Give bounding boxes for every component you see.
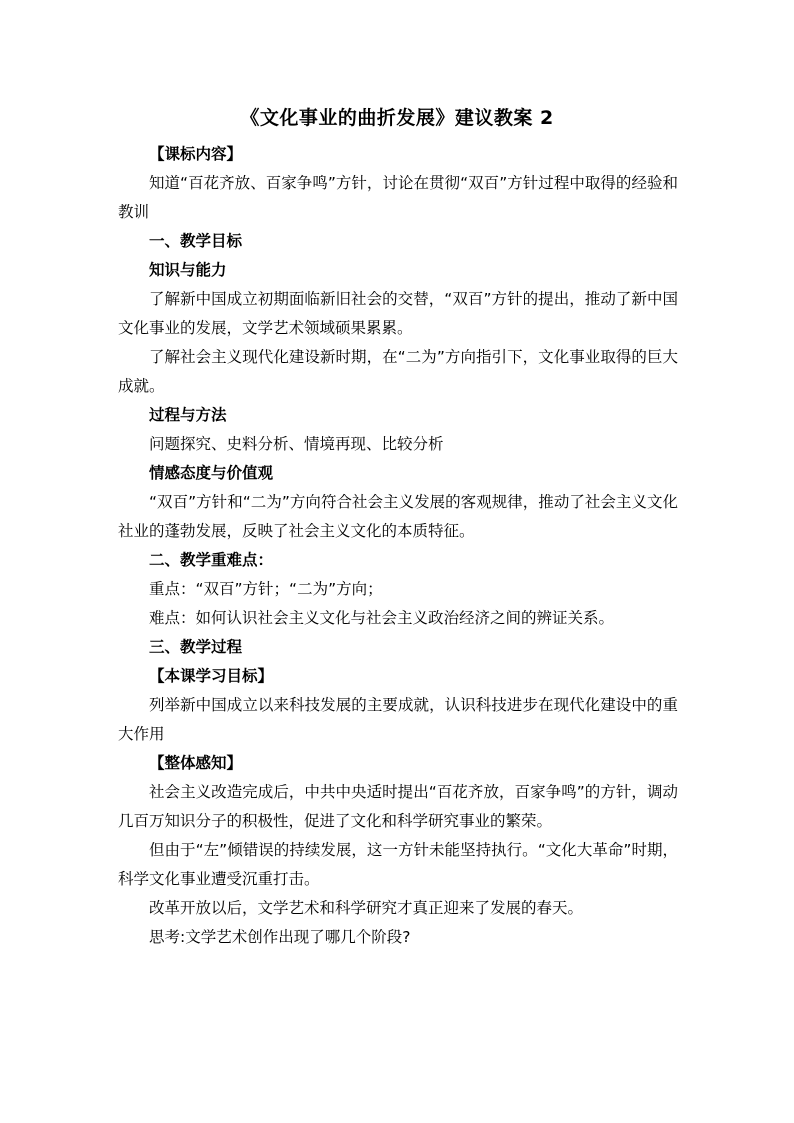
body-paragraph: 但由于“左”倾错误的持续发展，这一方针未能坚持执行。“文化大革命”时期，科学文化事业遭受沉重打击。	[118, 841, 678, 888]
section-heading: 知识与能力	[149, 261, 227, 279]
body-paragraph: 了解新中国成立初期面临新旧社会的交替，“双百”方针的提出，推动了新中国文化事业的发展，文学艺术领域硕果累累。	[118, 290, 678, 337]
section-heading: 【课标内容】	[149, 145, 243, 163]
body-paragraph: 思考:文学艺术创作出现了哪几个阶段?	[149, 928, 411, 946]
body-paragraph: 列举新中国成立以来科技发展的主要成就，认识科技进步在现代化建设中的重大作用	[118, 696, 678, 743]
body-paragraph: 了解社会主义现代化建设新时期，在“二为”方向指引下，文化事业取得的巨大成就。	[118, 348, 678, 395]
document-title: 《文化事业的曲折发展》建议教案 2	[240, 107, 554, 129]
body-paragraph: “双百”方针和“二为”方向符合社会主义发展的客观规律，推动了社会主义文化社业的蓬勃发展，反映了社会主义文化的本质特征。	[118, 493, 678, 540]
section-heading: 二、教学重难点：	[149, 551, 274, 569]
body-paragraph: 改革开放以后，文学艺术和科学研究才真正迎来了发展的春天。	[149, 899, 584, 917]
body-paragraph: 难点：如何认识社会主义文化与社会主义政治经济之间的辨证关系。	[149, 609, 615, 627]
section-heading: 【整体感知】	[149, 754, 243, 772]
body-paragraph: 社会主义改造完成后，中共中央适时提出“百花齐放，百家争鸣”的方针，调动几百万知识分子的积极性，促进了文化和科学研究事业的繁荣。	[118, 783, 678, 830]
section-heading: 过程与方法	[149, 406, 227, 424]
body-paragraph: 知道“百花齐放、百家争鸣”方针，讨论在贯彻“双百”方针过程中取得的经验和教训	[118, 174, 678, 221]
document-body	[118, 140, 678, 952]
section-heading: 三、教学过程	[149, 638, 243, 656]
section-heading: 情感态度与价值观	[149, 464, 274, 482]
section-heading: 【本课学习目标】	[149, 667, 274, 685]
body-paragraph: 问题探究、史料分析、情境再现、比较分析	[149, 435, 444, 453]
body-paragraph: 重点：“双百”方针；“二为”方向；	[149, 580, 383, 598]
section-heading: 一、教学目标	[149, 232, 243, 250]
